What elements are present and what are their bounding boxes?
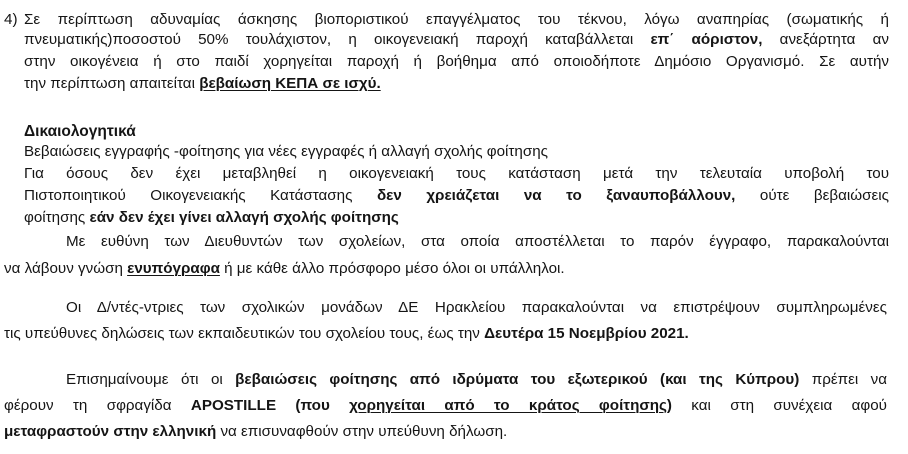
text-span: πρέπει να xyxy=(799,371,887,388)
foreign-line-2 xyxy=(4,396,887,416)
item4-line-1: Σε περίπτωση αδυναμίας άσκησης βιοποριστικού επαγγέλματος του τέκνου, λόγω αναπηρίας (σωματικής ή xyxy=(24,11,889,28)
item-number: 4) xyxy=(4,11,18,28)
bold-span: APOSTILLE (που xyxy=(190,397,350,414)
bold-span: Δευτέρα 15 Νοεμβρίου 2021. xyxy=(484,325,689,342)
item4-line-2 xyxy=(24,30,889,50)
text-span: ή με κάθε άλλο πρόσφορο μέσο όλοι οι υπάλληλοι. xyxy=(219,260,565,277)
docs-line-1: Βεβαιώσεις εγγραφής -φοίτησης για νέες εγγραφές ή αλλαγή σχολής φοίτησης xyxy=(24,143,548,160)
text-span: Επισημαίνουμε ότι οι xyxy=(66,371,236,388)
bold-underlined-span: χορηγείται από το κράτος φοίτησης xyxy=(349,397,667,414)
deadline-line-2 xyxy=(4,324,689,344)
bold-underlined-span: βεβαίωση ΚΕΠΑ σε ισχύ. xyxy=(199,75,381,92)
item4-line-3: στην οικογένεια ή στο παιδί χορηγείται παροχή ή βοήθημα από οποιοδήποτε Δημόσιο Οργανισμό. Σε αυτήν xyxy=(24,53,889,70)
directors-line-2 xyxy=(4,259,565,279)
text-span: και στη συνέχεια αφού xyxy=(671,397,887,414)
bold-span: βεβαιώσεις φοίτησης από ιδρύματα του εξωτερικού (και της Κύπρου) xyxy=(235,371,800,388)
bold-span: ) xyxy=(666,397,672,414)
item4-line-4 xyxy=(24,74,381,94)
bold-span: επ΄ αόριστον, xyxy=(650,31,763,48)
bold-span: δεν χρειάζεται να το ξαναυποβάλλουν, xyxy=(376,187,736,204)
docs-line-4 xyxy=(24,208,399,228)
text-span: τις υπεύθυνες δηλώσεις των εκπαιδευτικών του σχολείου τους, έως την xyxy=(4,325,485,342)
text-span: να λάβουν γνώση xyxy=(4,260,128,277)
bold-span: εάν δεν έχει γίνει αλλαγή σχολής φοίτησης xyxy=(89,209,399,226)
bold-span: μεταφραστούν στην ελληνική xyxy=(4,423,217,440)
text-span: ανεξάρτητα αν xyxy=(762,31,889,48)
text-span: να επισυναφθούν στην υπεύθυνη δήλωση. xyxy=(216,423,508,440)
text-span: ούτε βεβαιώσεις xyxy=(735,187,889,204)
foreign-line-3 xyxy=(4,422,507,442)
text-span: Πιστοποιητικού Οικογενειακής Κατάστασης xyxy=(24,187,377,204)
docs-line-2: Για όσους δεν έχει μεταβληθεί η οικογενειακή τους κατάσταση μετά την τελευταία υποβολή του xyxy=(24,165,889,182)
docs-line-3 xyxy=(24,186,889,206)
docs-heading: Δικαιολογητικά xyxy=(24,123,136,140)
bold-underlined-span: ενυπόγραφα xyxy=(127,260,220,277)
text-span: πνευματικής)ποσοστού 50% τουλάχιστον, η οικογενειακή παροχή καταβάλλεται xyxy=(24,31,651,48)
foreign-line-1 xyxy=(66,370,887,390)
text-span: φοίτησης xyxy=(24,209,90,226)
directors-line-1: Με ευθύνη των Διευθυντών των σχολείων, στα οποία αποστέλλεται το παρόν έγγραφο, παρακαλούνται xyxy=(66,233,889,250)
text-span: την περίπτωση απαιτείται xyxy=(24,75,200,92)
text-span: φέρουν τη σφραγίδα xyxy=(4,397,191,414)
deadline-line-1: Οι Δ/ντές-ντριες των σχολικών μονάδων ΔΕ Ηρακλείου παρακαλούνται να επιστρέψουν συμπληρωμένες xyxy=(66,299,887,316)
